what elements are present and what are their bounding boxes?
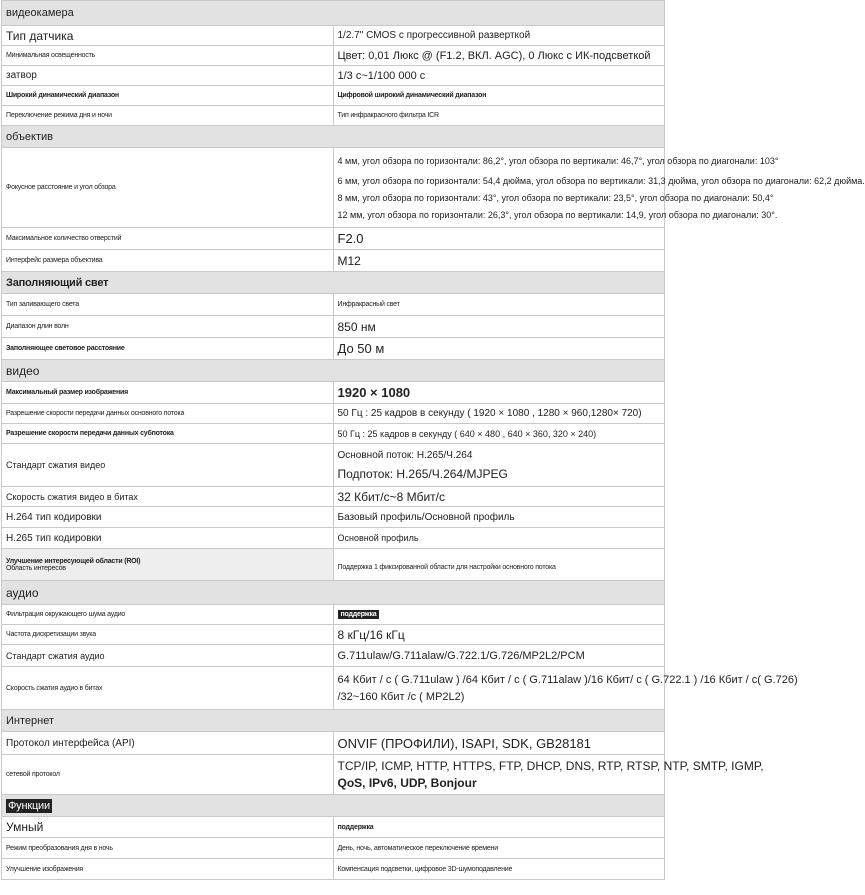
row-value: 50 Гц : 25 кадров в секунду ( 640 × 480 , 640 × 360, 320 × 240)	[333, 424, 665, 444]
row-mount	[2, 250, 665, 272]
row-value: 1920 × 1080	[333, 382, 665, 404]
row-key: Скорость сжатия аудио в битах	[2, 667, 334, 710]
row-key: Фокусное расстояние и угол обзора	[2, 148, 334, 228]
row-key: Широкий динамический диапазон	[2, 86, 334, 106]
row-value: Базовый профиль/Основной профиль	[333, 507, 665, 528]
row-value: 32 Кбит/с~8 Мбит/с	[333, 487, 665, 507]
protocol-line: TCP/IP, ICMP, HTTP, HTTPS, FTP, DHCP, DNS, RTP, RTSP, NTP, SMTP, IGMP,	[337, 759, 764, 773]
row-key: Тип датчика	[2, 26, 334, 46]
row-key: Улучшение изображения	[2, 859, 334, 880]
row-h264	[2, 507, 665, 528]
row-key: H.265 тип кодировки	[2, 528, 334, 549]
row-day-night-mode	[2, 838, 665, 859]
row-sensor	[2, 26, 665, 46]
row-key: Частота дискретизации звука	[2, 625, 334, 645]
row-key: Переключение режима дня и ночи	[2, 106, 334, 126]
row-value: 1/3 с~1/100 000 с	[333, 66, 665, 86]
row-main-stream-rate	[2, 404, 665, 424]
section-video	[2, 360, 665, 382]
compression-line: Основной поток: H.265/Ч.264	[337, 449, 473, 461]
focal-line: 4 мм, угол обзора по горизонтали: 86,2°, угол обзора по вертикали: 46,7°, угол обзора по диагонали: 103°	[337, 155, 779, 166]
row-value	[333, 444, 665, 487]
row-key: Фильтрация окружающего шума аудио	[2, 605, 334, 625]
row-key: Максимальное количество отверстий	[2, 228, 334, 250]
row-key: Максимальный размер изображения	[2, 382, 334, 404]
row-value: поддержка	[333, 817, 665, 838]
row-key: Стандарт сжатия видео	[2, 444, 334, 487]
row-key: Режим преобразования дня в ночь	[2, 838, 334, 859]
row-key: Умный	[2, 817, 334, 838]
section-title: Интернет	[2, 710, 665, 732]
row-value: 1/2.7" CMOS с прогрессивной разверткой	[333, 26, 665, 46]
row-key: Стандарт сжатия аудио	[2, 645, 334, 667]
section-camera	[2, 1, 665, 26]
section-lens	[2, 126, 665, 148]
row-key	[2, 549, 334, 581]
row-fill-type	[2, 294, 665, 316]
row-value: Компенсация подсветки, цифровое 3D-шумоподавление	[333, 859, 665, 880]
focal-line: 12 мм, угол обзора по горизонтали: 26,3°, угол обзора по вертикали: 14,9, угол обзора по диагонали: 30°.	[337, 209, 778, 220]
row-key: Заполняющее световое расстояние	[2, 338, 334, 360]
row-key: Протокол интерфейса (API)	[2, 732, 334, 755]
section-title: видеокамера	[2, 1, 665, 26]
section-title: объектив	[2, 126, 665, 148]
row-max-resolution	[2, 382, 665, 404]
row-key: Тип заливающего света	[2, 294, 334, 316]
row-value: 50 Гц : 25 кадров в секунду ( 1920 × 1080 , 1280 × 960,1280× 720)	[333, 404, 665, 424]
row-value	[333, 549, 665, 581]
protocol-line: QoS, IPv6, UDP, Bonjour	[337, 776, 477, 790]
row-key: Диапазон длин волн	[2, 316, 334, 338]
row-key: Разрешение скорости передачи данных субпотока	[2, 424, 334, 444]
noise-support-badge: поддержка	[338, 610, 380, 619]
row-smart	[2, 817, 665, 838]
section-title: Заполняющий свет	[2, 272, 665, 294]
row-value	[333, 605, 665, 625]
row-key: Разрешение скорости передачи данных основного потока	[2, 404, 334, 424]
row-video-bitrate	[2, 487, 665, 507]
spec-table	[1, 0, 865, 880]
row-value: Тип инфракрасного фильтра ICR	[333, 106, 665, 126]
row-audio-bitrate	[2, 667, 665, 710]
row-value: 8 кГц/16 кГц	[333, 625, 665, 645]
row-wavelength	[2, 316, 665, 338]
row-value: Основной профиль	[333, 528, 665, 549]
row-aperture	[2, 228, 665, 250]
row-key: Скорость сжатия видео в битах	[2, 487, 334, 507]
row-value: Цифровой широкий динамический диапазон	[333, 86, 665, 106]
row-roi	[2, 549, 665, 581]
row-key: сетевой протокол	[2, 755, 334, 795]
row-noise-filter	[2, 605, 665, 625]
focal-line: 6 мм, угол обзора по горизонтали: 54,4 дюйма, угол обзора по вертикали: 31,3 дюйма, угол обзора по диагонали: 62,2 дюйма.	[337, 175, 865, 186]
row-value: M12	[333, 250, 665, 272]
row-value: До 50 м	[333, 338, 665, 360]
row-day-night	[2, 106, 665, 126]
row-sampling	[2, 625, 665, 645]
row-value: День, ночь, автоматическое переключение времени	[333, 838, 665, 859]
functions-badge: Функции	[8, 799, 50, 812]
row-h265	[2, 528, 665, 549]
row-fill-distance	[2, 338, 665, 360]
row-value: 850 нм	[333, 316, 665, 338]
row-value: Цвет: 0,01 Люкс @ (F1.2, ВКЛ. AGC), 0 Люкс с ИК-подсветкой	[333, 46, 665, 66]
row-value: ONVIF (ПРОФИЛИ), ISAPI, SDK, GB28181	[333, 732, 665, 755]
row-value: F2.0	[333, 228, 665, 250]
row-value: Инфракрасный свет	[333, 294, 665, 316]
section-internet	[2, 710, 665, 732]
roi-value: Поддержка 1 фиксированной области для настройки основного потока	[337, 564, 556, 571]
row-api	[2, 732, 665, 755]
section-illumination	[2, 272, 665, 294]
section-title: аудио	[2, 581, 665, 605]
row-focal	[2, 148, 665, 228]
row-wdr	[2, 86, 665, 106]
section-title	[2, 795, 665, 817]
row-video-compression	[2, 444, 665, 487]
row-value	[333, 755, 764, 795]
row-value	[333, 667, 798, 710]
row-value: G.711ulaw/G.711alaw/G.722.1/G.726/MP2L2/PCM	[333, 645, 665, 667]
row-network-protocol	[2, 755, 665, 795]
section-functions	[2, 795, 665, 817]
row-value	[333, 148, 865, 228]
roi-sublabel: Область интересов	[6, 564, 66, 572]
audio-bitrate-line: 64 Кбит / с ( G.711ulaw ) /64 Кбит / с ( G.711alaw )/16 Кбит/ с ( G.722.1 ) /16 Кбит / с( G.726)	[337, 673, 798, 686]
row-min-illumination	[2, 46, 665, 66]
row-image-enhancement	[2, 859, 665, 880]
row-key: Интерфейс размера объектива	[2, 250, 334, 272]
row-sub-stream-rate	[2, 424, 665, 444]
row-key: затвор	[2, 66, 334, 86]
focal-line: 8 мм, угол обзора по горизонтали: 43°, угол обзора по вертикали: 23,5°, угол обзора по диагонали: 50,4°	[337, 192, 774, 203]
row-key: H.264 тип кодировки	[2, 507, 334, 528]
section-audio	[2, 581, 665, 605]
section-title: видео	[2, 360, 665, 382]
row-key: Минимальная освещенность	[2, 46, 334, 66]
compression-line: Подпоток: H.265/Ч.264/MJPEG	[337, 466, 508, 481]
row-shutter	[2, 66, 665, 86]
row-audio-compression	[2, 645, 665, 667]
roi-label: Улучшение интересующей области (ROI)	[6, 557, 141, 565]
audio-bitrate-line: /32~160 Кбит /с ( MP2L2)	[337, 690, 465, 703]
